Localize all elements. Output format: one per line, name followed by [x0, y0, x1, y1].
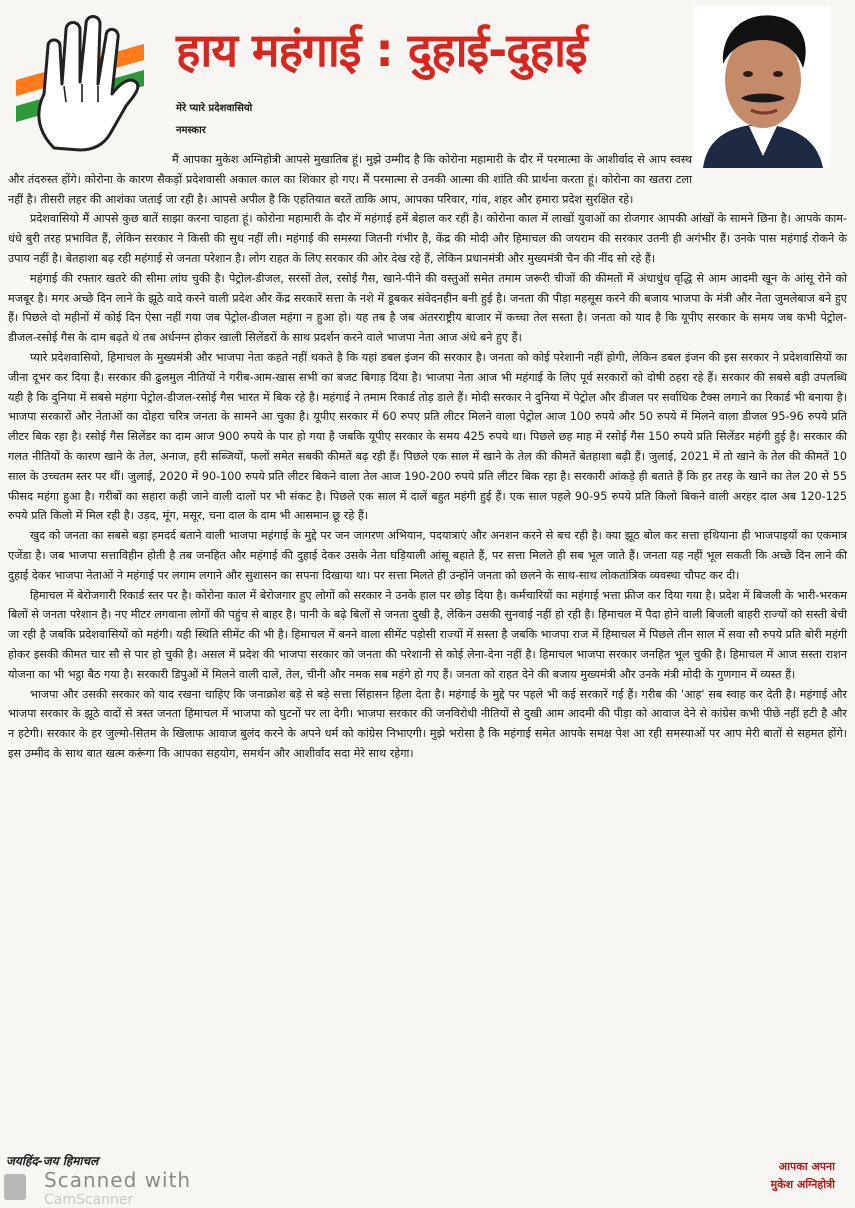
greeting-text: नमस्कार: [176, 125, 206, 136]
scanner-watermark: [0, 1164, 240, 1208]
letter-body: [0, 150, 855, 1150]
signatory-name: मुकेश अग्निहोत्री: [770, 1178, 835, 1191]
page-title: हाय महंगाई : दुहाई-दुहाई: [176, 23, 587, 77]
paragraph: मैं आपका मुकेश अग्निहोत्री आपसे मुखातिब हूं। मुझे उम्मीद है कि कोरोना महामारी के दौर में परमात्मा के आशीर्वाद से आप स्वस्थ और तंदरुस्त होंगे। कोरोना के कारण सैकड़ों प्रदेशवासी अकाल काल का शिकार हो गए। मैं परमात्मा से उनकी आत्मा की शांति की प्रार्थना करता हूं। कोरोना का खतरा टला नहीं है। तीसरी लहर की आशंका जताई जा रही है। आपसे अपील है कि एहतियात बरतें ताकि आप, आपका परिवार, गांव, शहर और हमारा प्रदेश सुरक्षित रहे।: [8, 153, 692, 206]
slogan: जयहिंद-जय हिमाचल: [6, 1154, 99, 1168]
congress-hand-icon: [14, 10, 164, 156]
camscanner-icon: [4, 1174, 26, 1200]
salutation-text: मेरे प्यारे प्रदेशवासियो: [176, 103, 253, 114]
scanner-brand: CamScanner: [44, 1192, 134, 1208]
paragraph: प्रदेशवासियो मैं आपसे कुछ बातें साझा करना चाहता हूं। कोरोना महामारी के दौर में महंगाई हमें बेहाल कर रही है। कोरोना काल में लाखों युवाओं का रोजगार आपकी आंखों के सामने छिना है। आपके काम-धंधे बुरी तरह प्रभावित हैं, लेकिन सरकार ने किसी की सुध नहीं ली। महंगाई की समस्या जितनी गंभीर है, केंद्र की मोदी और हिमाचल की जयराम की सरकार उतनी ही अगंभीर हैं। उनके पास महंगाई रोकने के उपाय नहीं है। बेतहाशा बढ़ रही महंगाई से जनता परेशान है। लोग राहत के लिए सरकार की ओर देख रहे हैं, लेकिन प्रधानमंत्री और मुख्यमंत्री चैन की नींद सो रहे हैं।: [8, 212, 847, 265]
scanner-text: Scanned with: [44, 1168, 192, 1192]
paragraph: खुद को जनता का सबसे बड़ा हमदर्द बताने वाली भाजपा महंगाई के मुद्दे पर जन जागरण अभियान, पदयात्राएं और अनशन करने से बच रही है। क्या झूठ बोल कर सत्ता हथियाना ही भाजपाइयों का एकमात्र एजेंडा है। जब भाजपा सत्ताविहीन होती है तब जनहित और महंगाई की दुहाई देकर उसके नेता घड़ियाली आंसू बहाते हैं, पर सत्ता मिलते ही सब भूल जाते हैं। जनता यह नहीं भूल सकती कि अच्छे दिन लाने की दुहाई देकर भाजपा नेताओं ने महंगाई पर लगाम लगाने और सुशासन का सपना दिखाया था। पर सत्ता मिलते ही उन्होंने जनता को छलने के साथ-साथ लोकतांत्रिक व्यवस्था चौपट कर दी।: [8, 529, 847, 582]
closing-line: आपका अपना: [778, 1160, 835, 1173]
portrait-photo-icon: [693, 6, 831, 168]
paragraph: हिमाचल में बेरोजगारी रिकार्ड स्तर पर है। कोरोना काल में बेरोजगार हुए लोगों को सरकार ने उनके हाल पर छोड़ दिया है। कर्मचारियों का महंगाई भत्ता फ्रीज कर दिया गया है। प्रदेश में बिजली के भारी-भरकम बिलों से जनता परेशान है। नए मीटर लगवाना लोगों की पहुंच से बाहर है। पानी के बढ़े बिलों से जनता दुखी है, लेकिन उसकी सुनवाई नहीं हो रही है। हिमाचल में पैदा होने वाली बिजली बाहरी राज्यों को सस्ती बेची जा रही है जबकि प्रदेशवासियों को महंगी। यही स्थिति सीमेंट की भी है। हिमाचल में बनने वाला सीमेंट पड़ोसी राज्यों में सस्ता है जबकि भाजपा राज में हिमाचल में पिछले तीन साल में सवा सौ रुपये प्रति बोरी महंगी होकर इसकी कीमत चार सौ से पार हो चुकी है। असल में प्रदेश की भाजपा सरकार को जनता की परेशानी से कोई लेना-देना नहीं है। हिमाचल भाजपा सरकार जनहित भूल चुकी है। हिमाचल में आज सस्ता राशन योजना का भी भट्ठा बैठ गया है। सरकारी डिपुओं में मिलने वाली दालें, तेल, चीनी और नमक सब महंगे हो गए हैं। जनता को राहत देने की बजाय मुख्यमंत्री और उनके मंत्री मोदी के गुणगान में व्यस्त हैं।: [8, 588, 847, 681]
paragraph: महंगाई की रफ्तार खतरे की सीमा लांघ चुकी है। पेट्रोल-डीजल, सरसों तेल, रसोई गैस, खाने-पीने की वस्तुओं समेत तमाम जरूरी चीजों की कीमतों में अंधाधुंध वृद्धि से आम आदमी खून के आंसू रोने को मजबूर है। मगर अच्छे दिन लाने के झूठे वादे करने वाली प्रदेश और केंद्र सरकारें सत्ता के नशे में डूबकर संवेदनहीन बनी हुई है। जनता की पीड़ा महसूस करने की बजाय भाजपा के मंत्री और नेता जुमलेबाज बने हुए हैं। पिछले दो महीनों में कोई दिन ऐसा नहीं गया जब पेट्रोल-डीजल महंगा न हुआ हो। यह तब है जब अंतरराष्ट्रीय बाजार में कच्चा तेल सस्ता है। जनता को याद है कि यूपीए सरकार के समय जब कभी पेट्रोल-डीजल-रसोई गैस के दाम बढ़ते थे तब अर्धनग्न होकर खाली सिलेंडरों के साथ प्रदर्शन करने वाले भाजपा नेता आज अंधे बने हुए हैं।: [8, 271, 847, 345]
paragraph: भाजपा और उसकी सरकार को याद रखना चाहिए कि जनाक्रोश बड़े से बड़े सत्ता सिंहासन हिला देता है। महंगाई के मुद्दे पर पहले भी कई सरकारें गई हैं। गरीब की 'आह' सब स्वाह कर देती है। महंगाई और भाजपा सरकार के झूठे वादों से त्रस्त जनता हिमाचल में भाजपा को घुटनों पर ला देगी। भाजपा सरकार की जनविरोधी नीतियों से दुखी आम आदमी की पीड़ा को आवाज देने से कांग्रेस कभी पीछे नहीं हटी है और न हटेगी। सरकार के हर जुल्मो-सितम के खिलाफ आवाज बुलंद करने के अपने धर्म को कांग्रेस निभाएगी। मुझे भरोसा है कि महंगाई समेत आपके समक्ष पेश आ रही समस्याओं पर आप मेरी बातों से सहमत होंगे। इस उम्मीद के साथ बात खत्म करूंगा कि आपका सहयोग, समर्थन और आशीर्वाद सदा मेरे साथ रहेगा।: [8, 687, 847, 760]
paragraph: प्यारे प्रदेशवासियो, हिमाचल के मुख्यमंत्री और भाजपा नेता कहते नहीं थकते है कि यहां डबल इंजन की सरकार है। जनता को कोई परेशानी नहीं होगी, लेकिन डबल इंजन की इस सरकार ने प्रदेशवासियों का जीना दूभर कर दिया है। सरकार की ढुलमुल नीतियों ने गरीब-आम-खास सभी का बजट बिगाड़ दिया है। भाजपा नेता आज भी महंगाई के लिए पूर्व सरकारों को दोषी ठहरा रहे हैं। सरकार की सबसे बड़ी उपलब्धि यही है कि दुनिया में सबसे महंगा पेट्रोल-डीजल-रसोई गैस भारत में बिक रहे है। महंगाई ने तमाम रिकार्ड तोड़ डाले हैं। मोदी सरकार ने दुनिया में पेट्रोल और डीजल पर सर्वाधिक टैक्स लगाने का रिकार्ड भी बनाया है। भाजपा सरकारों और नेताओं का दोहरा चरित्र जनता के सामने आ चुका है। यूपीए सरकार में 60 रुपए प्रति लीटर मिलने वाला पेट्रोल आज 100 रुपये और 50 रुपये में मिलने वाला डीजल 95-96 रुपये प्रति लीटर बिक रहा है। रसोई गैस सिलेंडर का दाम आज 900 रुपये के पार हो गया है जबकि यूपीए सरकार के समय 425 रुपये था। पिछले छह माह में रसोई गैस 150 रुपये प्रति सिलेंडर महंगी हुई है। सरकार की गलत नीतियों के कारण खाने के तेल, अनाज, हरी सब्जियों, फलों समेत सबकी कीमतें बढ़ रही हैं। पिछले एक साल में खाने के तेल की कीमतें बेतहाशा बढ़ी हैं। जुलाई, 2021 में तो खाने के तेल की कीमतें 10 साल के उच्चतम स्तर पर थीं। जुलाई, 2020 में 90-100 रुपये प्रति लीटर बिकने वाला तेल आज 190-200 रुपये प्रति लीटर बिक रहा है। सरकारी आंकड़े ही बताते हैं कि हर तरह के खाने का तेल 20 से 55 फीसद महंगा हुआ है। गरीबों का सहारा कही जाने वाली दालों पर भी संकट है। पिछले एक साल में दालें बहुत महंगी हुई हैं। एक साल पहले 90-95 रुपये प्रति किलो बिकने वाली अरहर दाल अब 120-125 रुपये प्रति किलो में मिल रही है। उड़द, मूंग, मसूर, चना दाल के दाम भी आसमान छू रहे हैं।: [8, 350, 847, 523]
salutation-block: [176, 98, 252, 142]
signature-block: [771, 1158, 835, 1194]
